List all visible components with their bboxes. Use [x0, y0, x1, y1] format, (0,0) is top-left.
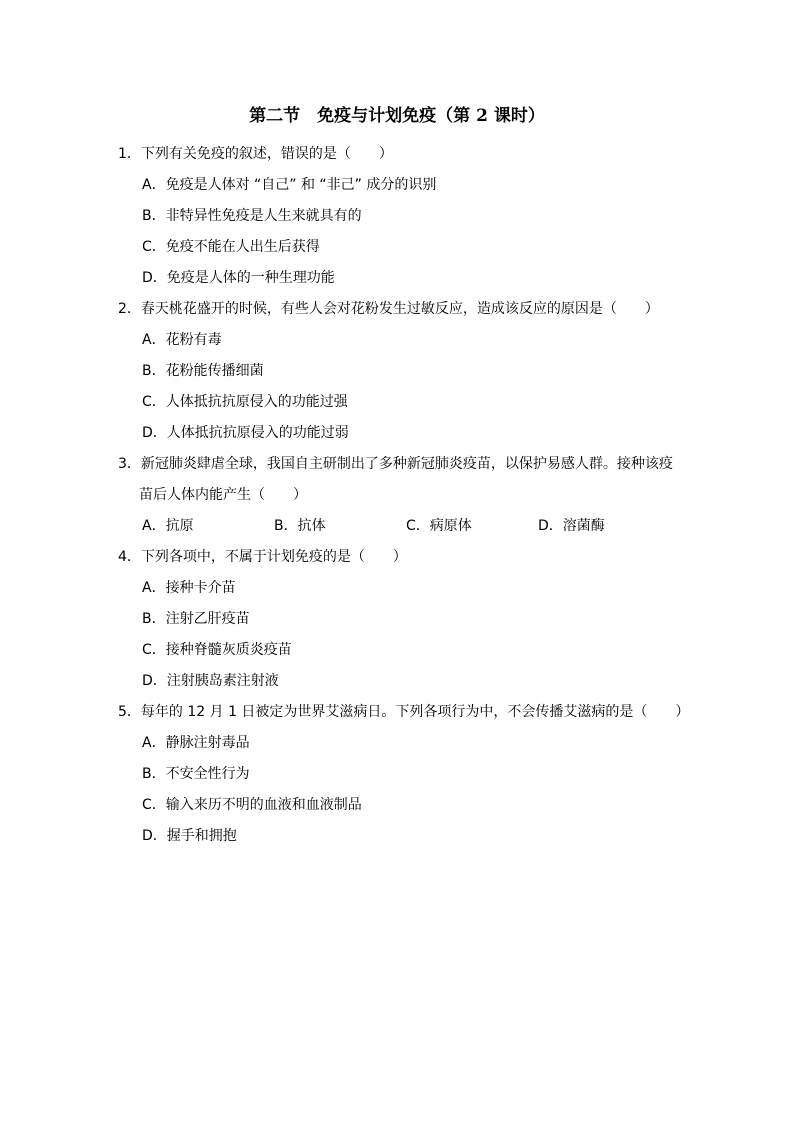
answer-option: B．非特异性免疫是人生来就具有的: [142, 208, 362, 224]
answer-option: C．接种脊髓灰质炎疫苗: [142, 642, 292, 658]
answer-option: B．注射乙肝疫苗: [142, 611, 250, 627]
answer-option: D．人体抵抗抗原侵入的功能过弱: [142, 425, 349, 441]
answer-option: D．溶菌酶: [538, 518, 605, 534]
question-4: [118, 542, 698, 697]
answer-option: C．病原体: [406, 518, 472, 534]
answer-option: D．注射胰岛素注射液: [142, 673, 279, 689]
answer-option: A．静脉注射毒品: [142, 735, 250, 751]
answer-option: B．不安全性行为: [142, 766, 250, 782]
options-row: [118, 511, 698, 542]
answer-option: D．握手和拥抱: [142, 828, 237, 844]
page-title: 第二节 免疫与计划免疫（第 2 课时）: [249, 106, 545, 126]
answer-option: C．输入来历不明的血液和血液制品: [142, 797, 362, 813]
question-3: [118, 449, 698, 542]
question-stem: 1．下列有关免疫的叙述，错误的是（ ）: [118, 146, 393, 162]
question-stem: 5．每年的 12 月 1 日被定为世界艾滋病日。下列各项行为中，不会传播艾滋病的是（ ）: [118, 704, 690, 720]
question-stem: 4．下列各项中，不属于计划免疫的是（ ）: [118, 549, 407, 565]
question-stem: 苗后人体内能产生（ ）: [139, 487, 307, 503]
question-5: [118, 697, 698, 852]
answer-option: B．抗体: [274, 518, 326, 534]
answer-option: C．免疫不能在人出生后获得: [142, 239, 320, 255]
question-1: [118, 139, 698, 294]
answer-option: A．抗原: [142, 518, 194, 534]
question-stem: 2．春天桃花盛开的时候，有些人会对花粉发生过敏反应，造成该反应的原因是（ ）: [118, 301, 659, 317]
answer-option: A．花粉有毒: [142, 332, 222, 348]
answer-option: B．花粉能传播细菌: [142, 363, 264, 379]
answer-option: A．接种卡介苗: [142, 580, 236, 596]
answer-option: C．人体抵抗抗原侵入的功能过强: [142, 394, 348, 410]
question-2: [118, 294, 698, 449]
question-stem: 3．新冠肺炎肆虐全球，我国自主研制出了多种新冠肺炎疫苗，以保护易感人群。接种该疫: [118, 456, 673, 472]
answer-option: D．免疫是人体的一种生理功能: [142, 270, 335, 286]
answer-option: A．免疫是人体对 “自己” 和 “非己” 成分的识别: [142, 177, 437, 193]
question-list: [118, 139, 698, 852]
